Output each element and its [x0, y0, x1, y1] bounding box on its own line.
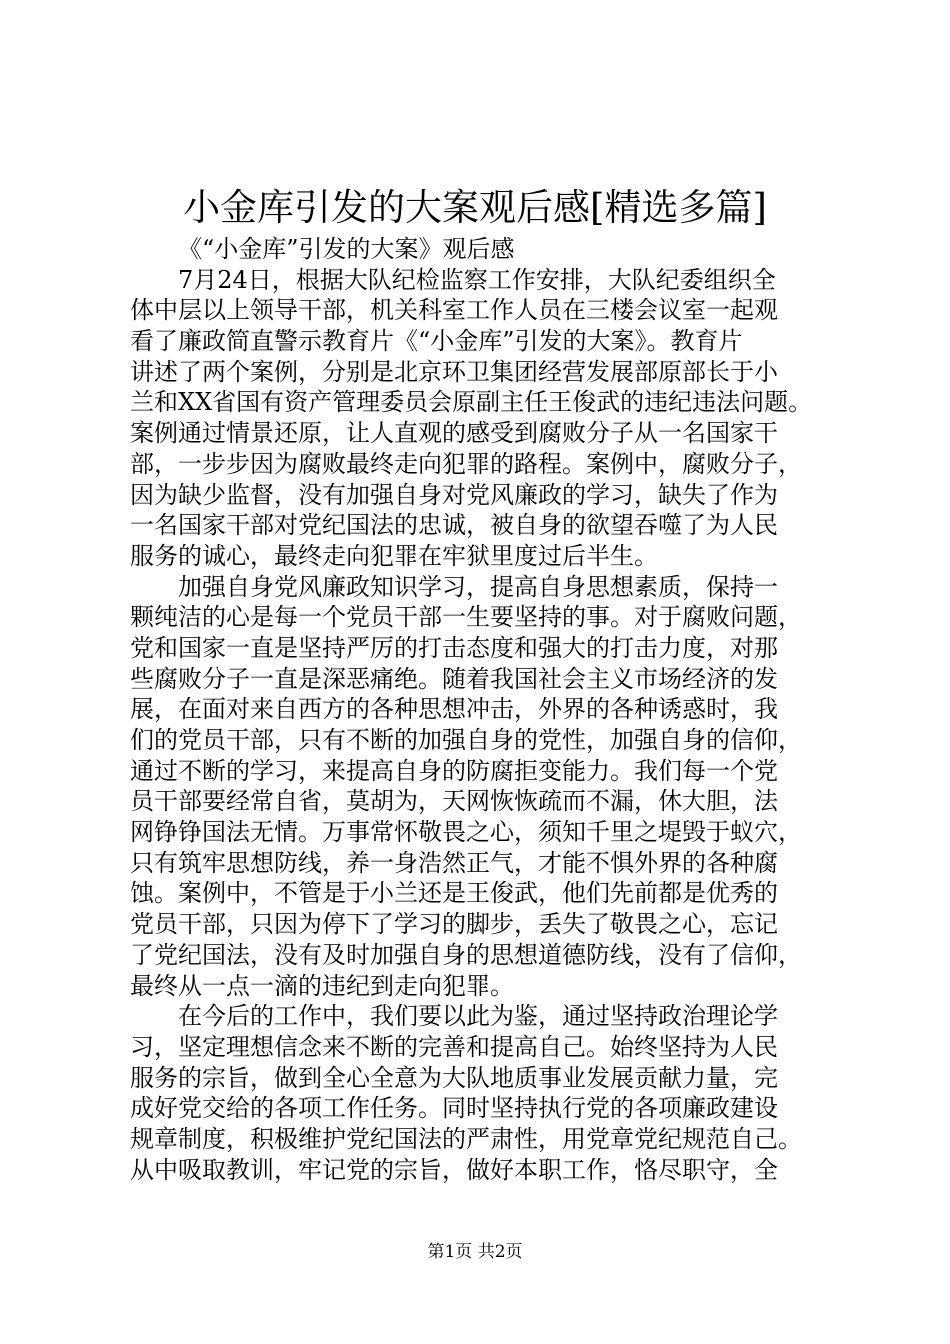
paragraph-line: 展，在面对来自西方的各种思想冲击，外界的各种诱惑时，我 — [130, 695, 778, 724]
paragraph-line: 党员干部，只因为停下了学习的脚步，丢失了敬畏之心，忘记 — [130, 910, 778, 939]
paragraph-line: 最终从一点一滴的违纪到走向犯罪。 — [130, 971, 514, 1000]
paragraph-line: 案例通过情景还原，让人直观的感受到腐败分子从一名国家干 — [130, 419, 778, 448]
paragraph-line: 兰和XX省国有资产管理委员会原副主任王俊武的违纪违法问题。 — [130, 388, 813, 417]
paragraph-line: 只有筑牢思想防线，养一身浩然正气，才能不惧外界的各种腐 — [130, 848, 778, 877]
paragraph-line: 了党纪国法，没有及时加强自身的思想道德防线，没有了信仰， — [130, 940, 802, 969]
paragraph-line: 网铮铮国法无情。万事常怀敬畏之心，须知千里之堤毁于蚁穴， — [130, 818, 802, 847]
paragraph-line: 在今后的工作中，我们要以此为鉴，通过坚持政治理论学 — [178, 1002, 778, 1031]
subtitle-line: 《“小金库”引发的大案》观后感 — [178, 235, 515, 263]
document-title: 小金库引发的大案观后感[精选多篇] — [183, 186, 767, 229]
paragraph-line: 员干部要经常自省，莫胡为，天网恢恢疏而不漏，休大胆，法 — [130, 787, 778, 816]
paragraph-line: 服务的宗旨，做到全心全意为大队地质事业发展贡献力量，完 — [130, 1063, 778, 1092]
paragraph-line: 从中吸取教训，牢记党的宗旨，做好本职工作，恪尽职守，全 — [130, 1155, 778, 1184]
paragraph-line: 一名国家干部对党纪国法的忠诚，被自身的欲望吞噬了为人民 — [130, 511, 778, 540]
page-number-footer: 第1页 共2页 — [427, 1242, 523, 1262]
paragraph-line: 成好党交给的各项工作任务。同时坚持执行党的各项廉政建设 — [130, 1094, 778, 1123]
paragraph-line: 习，坚定理想信念来不断的完善和提高自己。始终坚持为人民 — [130, 1032, 778, 1061]
paragraph-line: 颗纯洁的心是每一个党员干部一生要坚持的事。对于腐败问题， — [130, 603, 802, 632]
paragraph-line: 通过不断的学习，来提高自身的防腐拒变能力。我们每一个党 — [130, 756, 778, 785]
paragraph-line: 讲述了两个案例，分别是北京环卫集团经营发展部原部长于小 — [130, 357, 778, 386]
paragraph-line: 因为缺少监督，没有加强自身对党风廉政的学习，缺失了作为 — [130, 480, 778, 509]
paragraph-line: 服务的诚心，最终走向犯罪在牢狱里度过后半生。 — [130, 541, 658, 570]
paragraph-line: 部，一步步因为腐败最终走向犯罪的路程。案例中，腐败分子， — [130, 449, 802, 478]
paragraph-line: 看了廉政简直警示教育片《“小金库”引发的大案》。教育片 — [130, 327, 743, 356]
paragraph-line: 体中层以上领导干部，机关科室工作人员在三楼会议室一起观 — [130, 296, 778, 325]
paragraph-line: 蚀。案例中，不管是于小兰还是王俊武，他们先前都是优秀的 — [130, 879, 778, 908]
paragraph-line: 规章制度，积极维护党纪国法的严肃性，用党章党纪规范自己。 — [130, 1124, 802, 1153]
paragraph-line: 们的党员干部，只有不断的加强自身的党性，加强自身的信仰， — [130, 726, 802, 754]
paragraph-line: 些腐败分子一直是深恶痛绝。随着我国社会主义市场经济的发 — [130, 664, 778, 693]
document-body — [130, 234, 820, 1185]
paragraph-line: 党和国家一直是坚持严厉的打击态度和强大的打击力度，对那 — [130, 633, 778, 662]
paragraph-line: 加强自身党风廉政知识学习，提高自身思想素质，保持一 — [178, 572, 778, 601]
paragraph-line: 7月24日，根据大队纪检监察工作安排，大队纪委组织全 — [178, 265, 776, 294]
